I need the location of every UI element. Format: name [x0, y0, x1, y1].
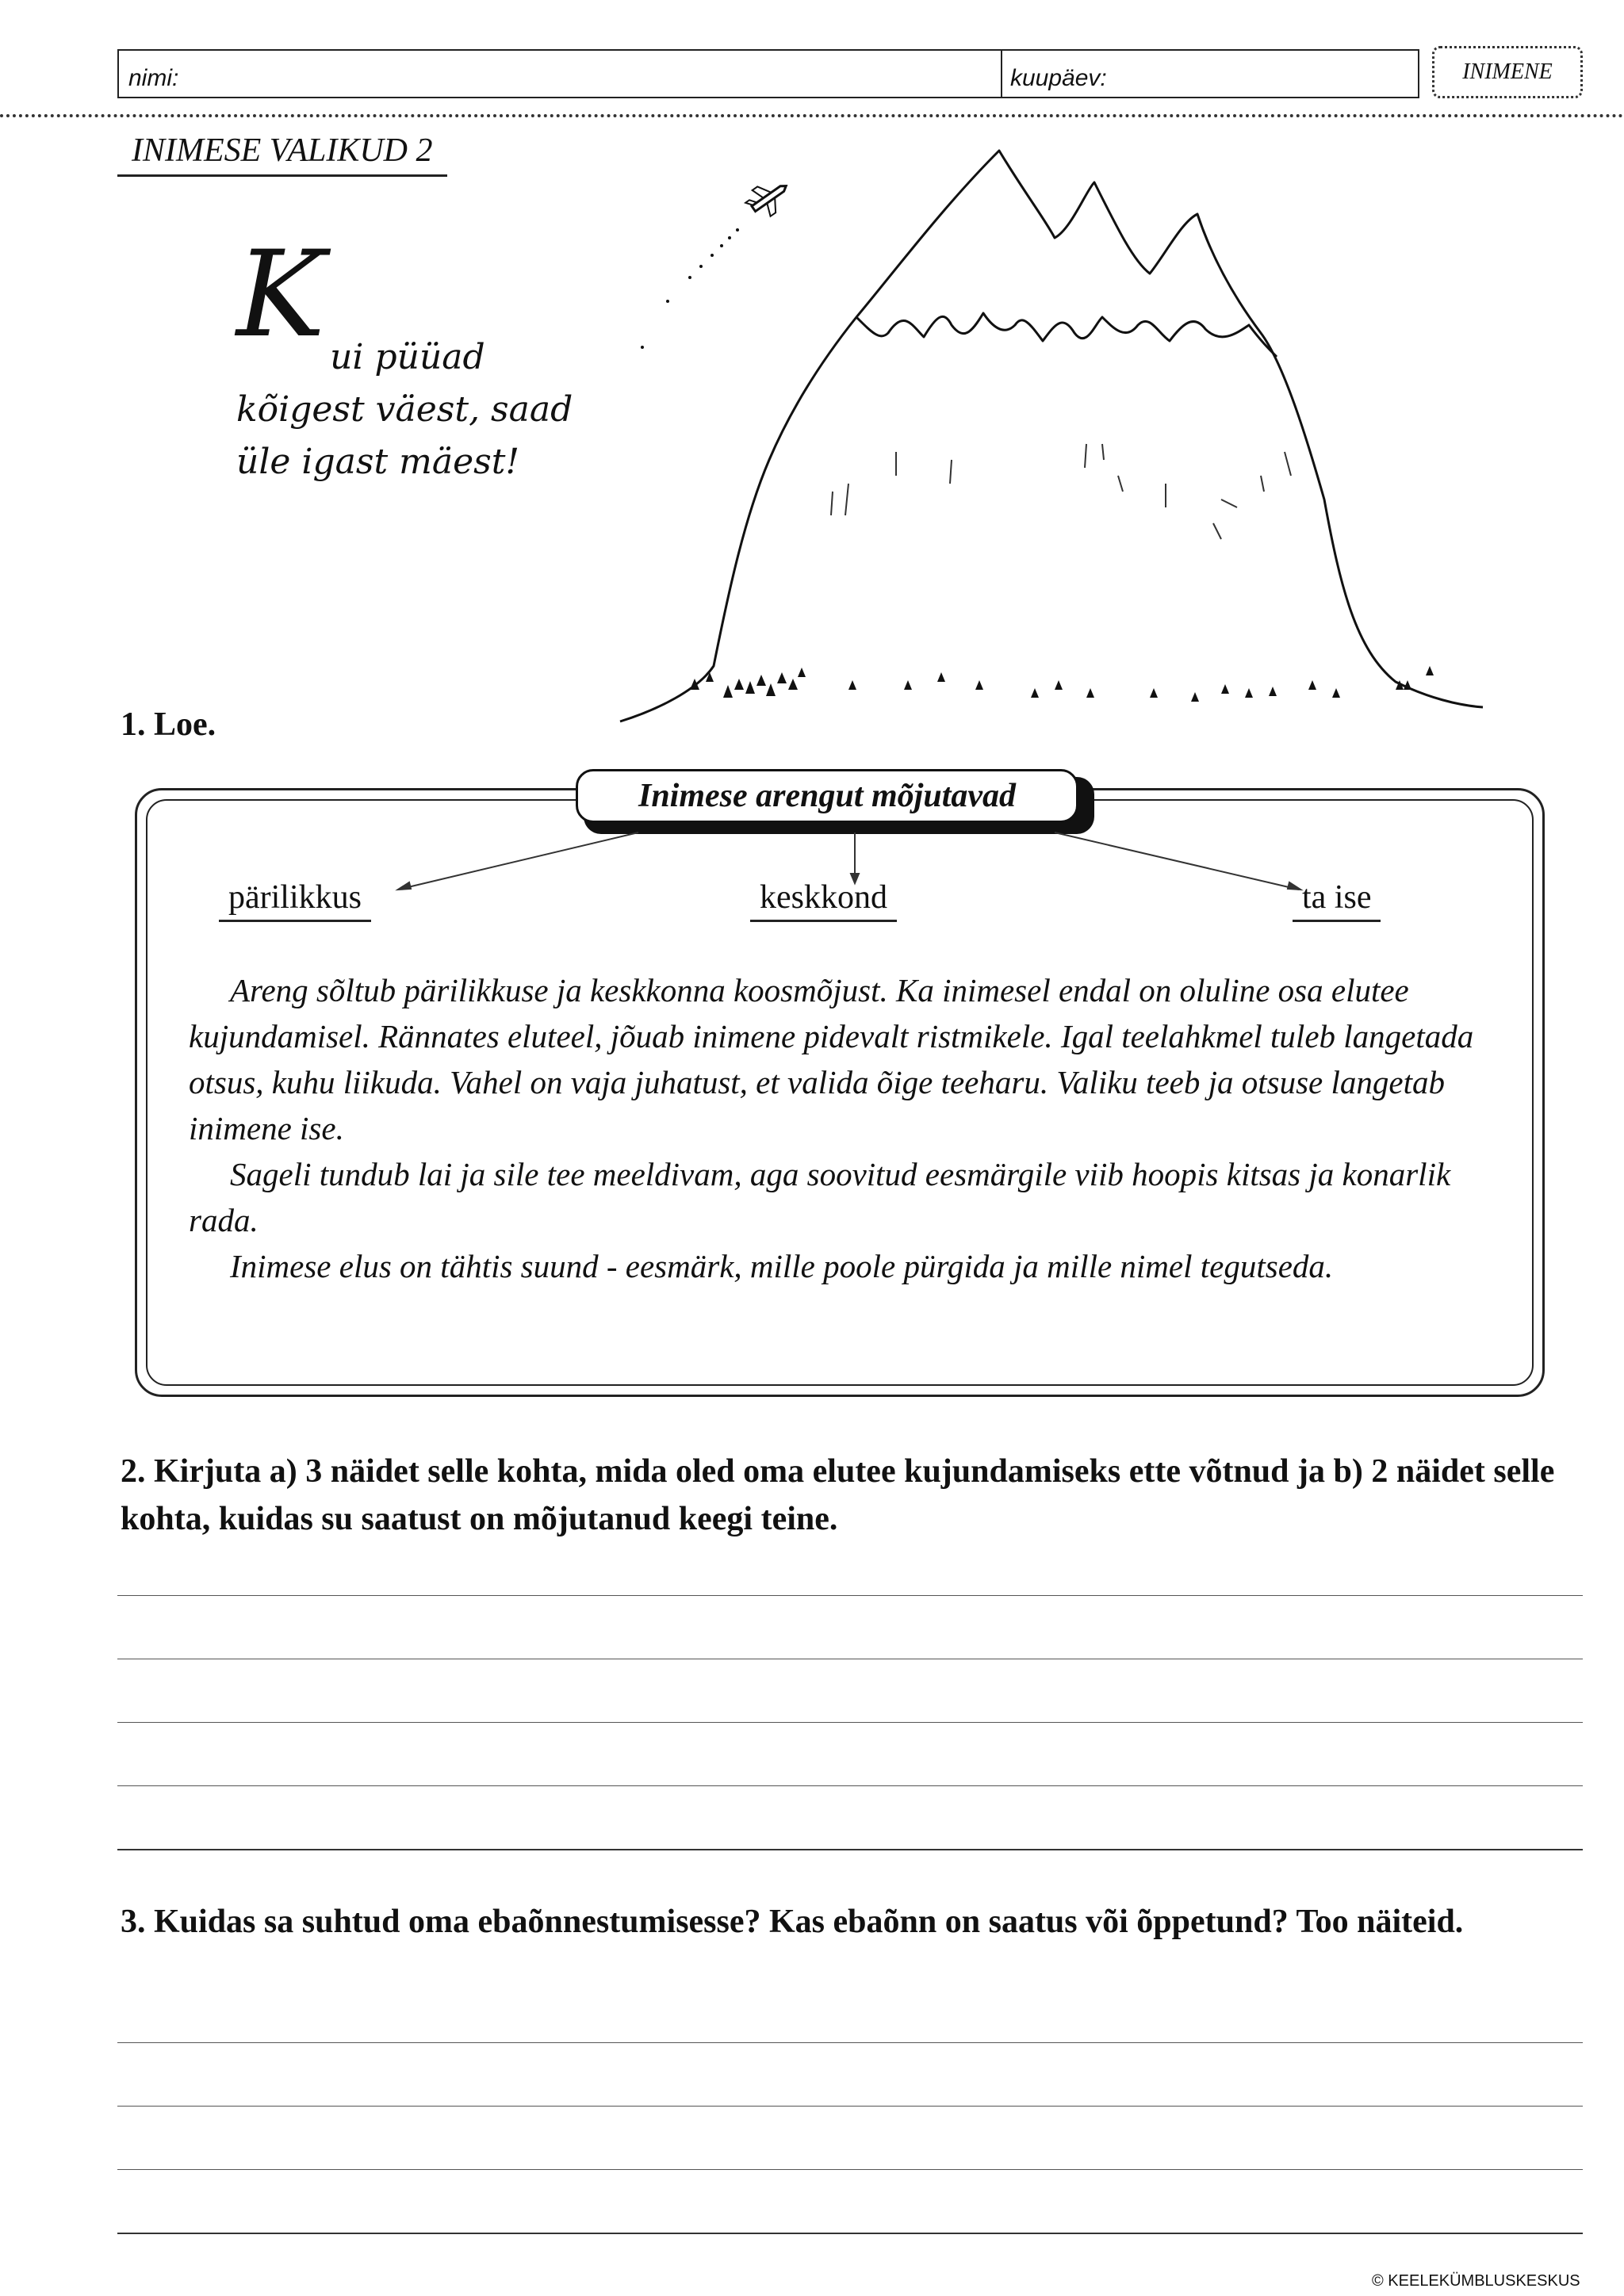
answer-line[interactable]	[117, 2233, 1583, 2234]
quote-line-3: üle igast mäest!	[236, 442, 520, 482]
quote-line-2: kõigest väest, saad	[236, 389, 573, 430]
answer-line[interactable]	[117, 2169, 1583, 2170]
name-label: nimi:	[128, 65, 179, 91]
reading-text	[189, 967, 1505, 1289]
topic-tag: INIMENE	[1432, 46, 1583, 98]
box-title: Inimese arengut mõjutavad	[576, 769, 1078, 823]
task2-question: 2. Kirjuta a) 3 näidet selle kohta, mida oled oma elutee kujundamiseks ette võtnud ja b) 2 näidet selle kohta, kuidas su saatust on mõjutanud keegi teine.	[121, 1453, 1555, 1537]
task3-question: 3. Kuidas sa suhtud oma ebaõnnestumisesse? Kas ebaõnn on saatus või õppetund? Too näiteid.	[121, 1904, 1464, 1940]
answer-line[interactable]	[117, 1849, 1583, 1850]
factor-heredity: pärilikkus	[219, 878, 371, 922]
copyright-notice: © KEELEKÜMBLUSKESKUS	[1372, 2272, 1580, 2290]
date-label: kuupäev:	[1010, 65, 1107, 91]
answer-line[interactable]	[117, 1722, 1583, 1723]
answer-line[interactable]	[117, 1595, 1583, 1596]
answer-line[interactable]	[117, 1785, 1583, 1786]
paragraph-1: Areng sõltub pärilikkuse ja keskkonna koosmõjust. Ka inimesel endal on oluline osa elutee kujundamisel. Rännates eluteel, jõuab inimene pidevalt ristmikele. Igal teelahkmel tuleb langetada otsus, kuhu liikuda. Vahel on vaja juhatust, et valida õige teeharu. Valiku teeb ja otsuse langetab inimene ise.	[189, 972, 1474, 1146]
page-title: INIMESE VALIKUD 2	[117, 132, 447, 177]
factor-environment: keskkond	[750, 878, 897, 922]
factor-arrows	[0, 0, 1624, 951]
answer-line[interactable]	[117, 2106, 1583, 2107]
factor-self: ta ise	[1293, 878, 1381, 922]
task1-heading: 1. Loe.	[121, 706, 216, 743]
quote-line-1: ui püüad	[330, 337, 485, 377]
answer-line[interactable]	[117, 2042, 1583, 2043]
paragraph-2: Sageli tundub lai ja sile tee meeldivam, aga soovitud eesmärgile viib hoopis kitsas ja konarlik rada.	[189, 1156, 1451, 1238]
quote-initial: K	[236, 226, 326, 364]
paragraph-3: Inimese elus on tähtis suund - eesmärk, mille poole pürgida ja mille nimel tegutseda.	[230, 1248, 1334, 1284]
